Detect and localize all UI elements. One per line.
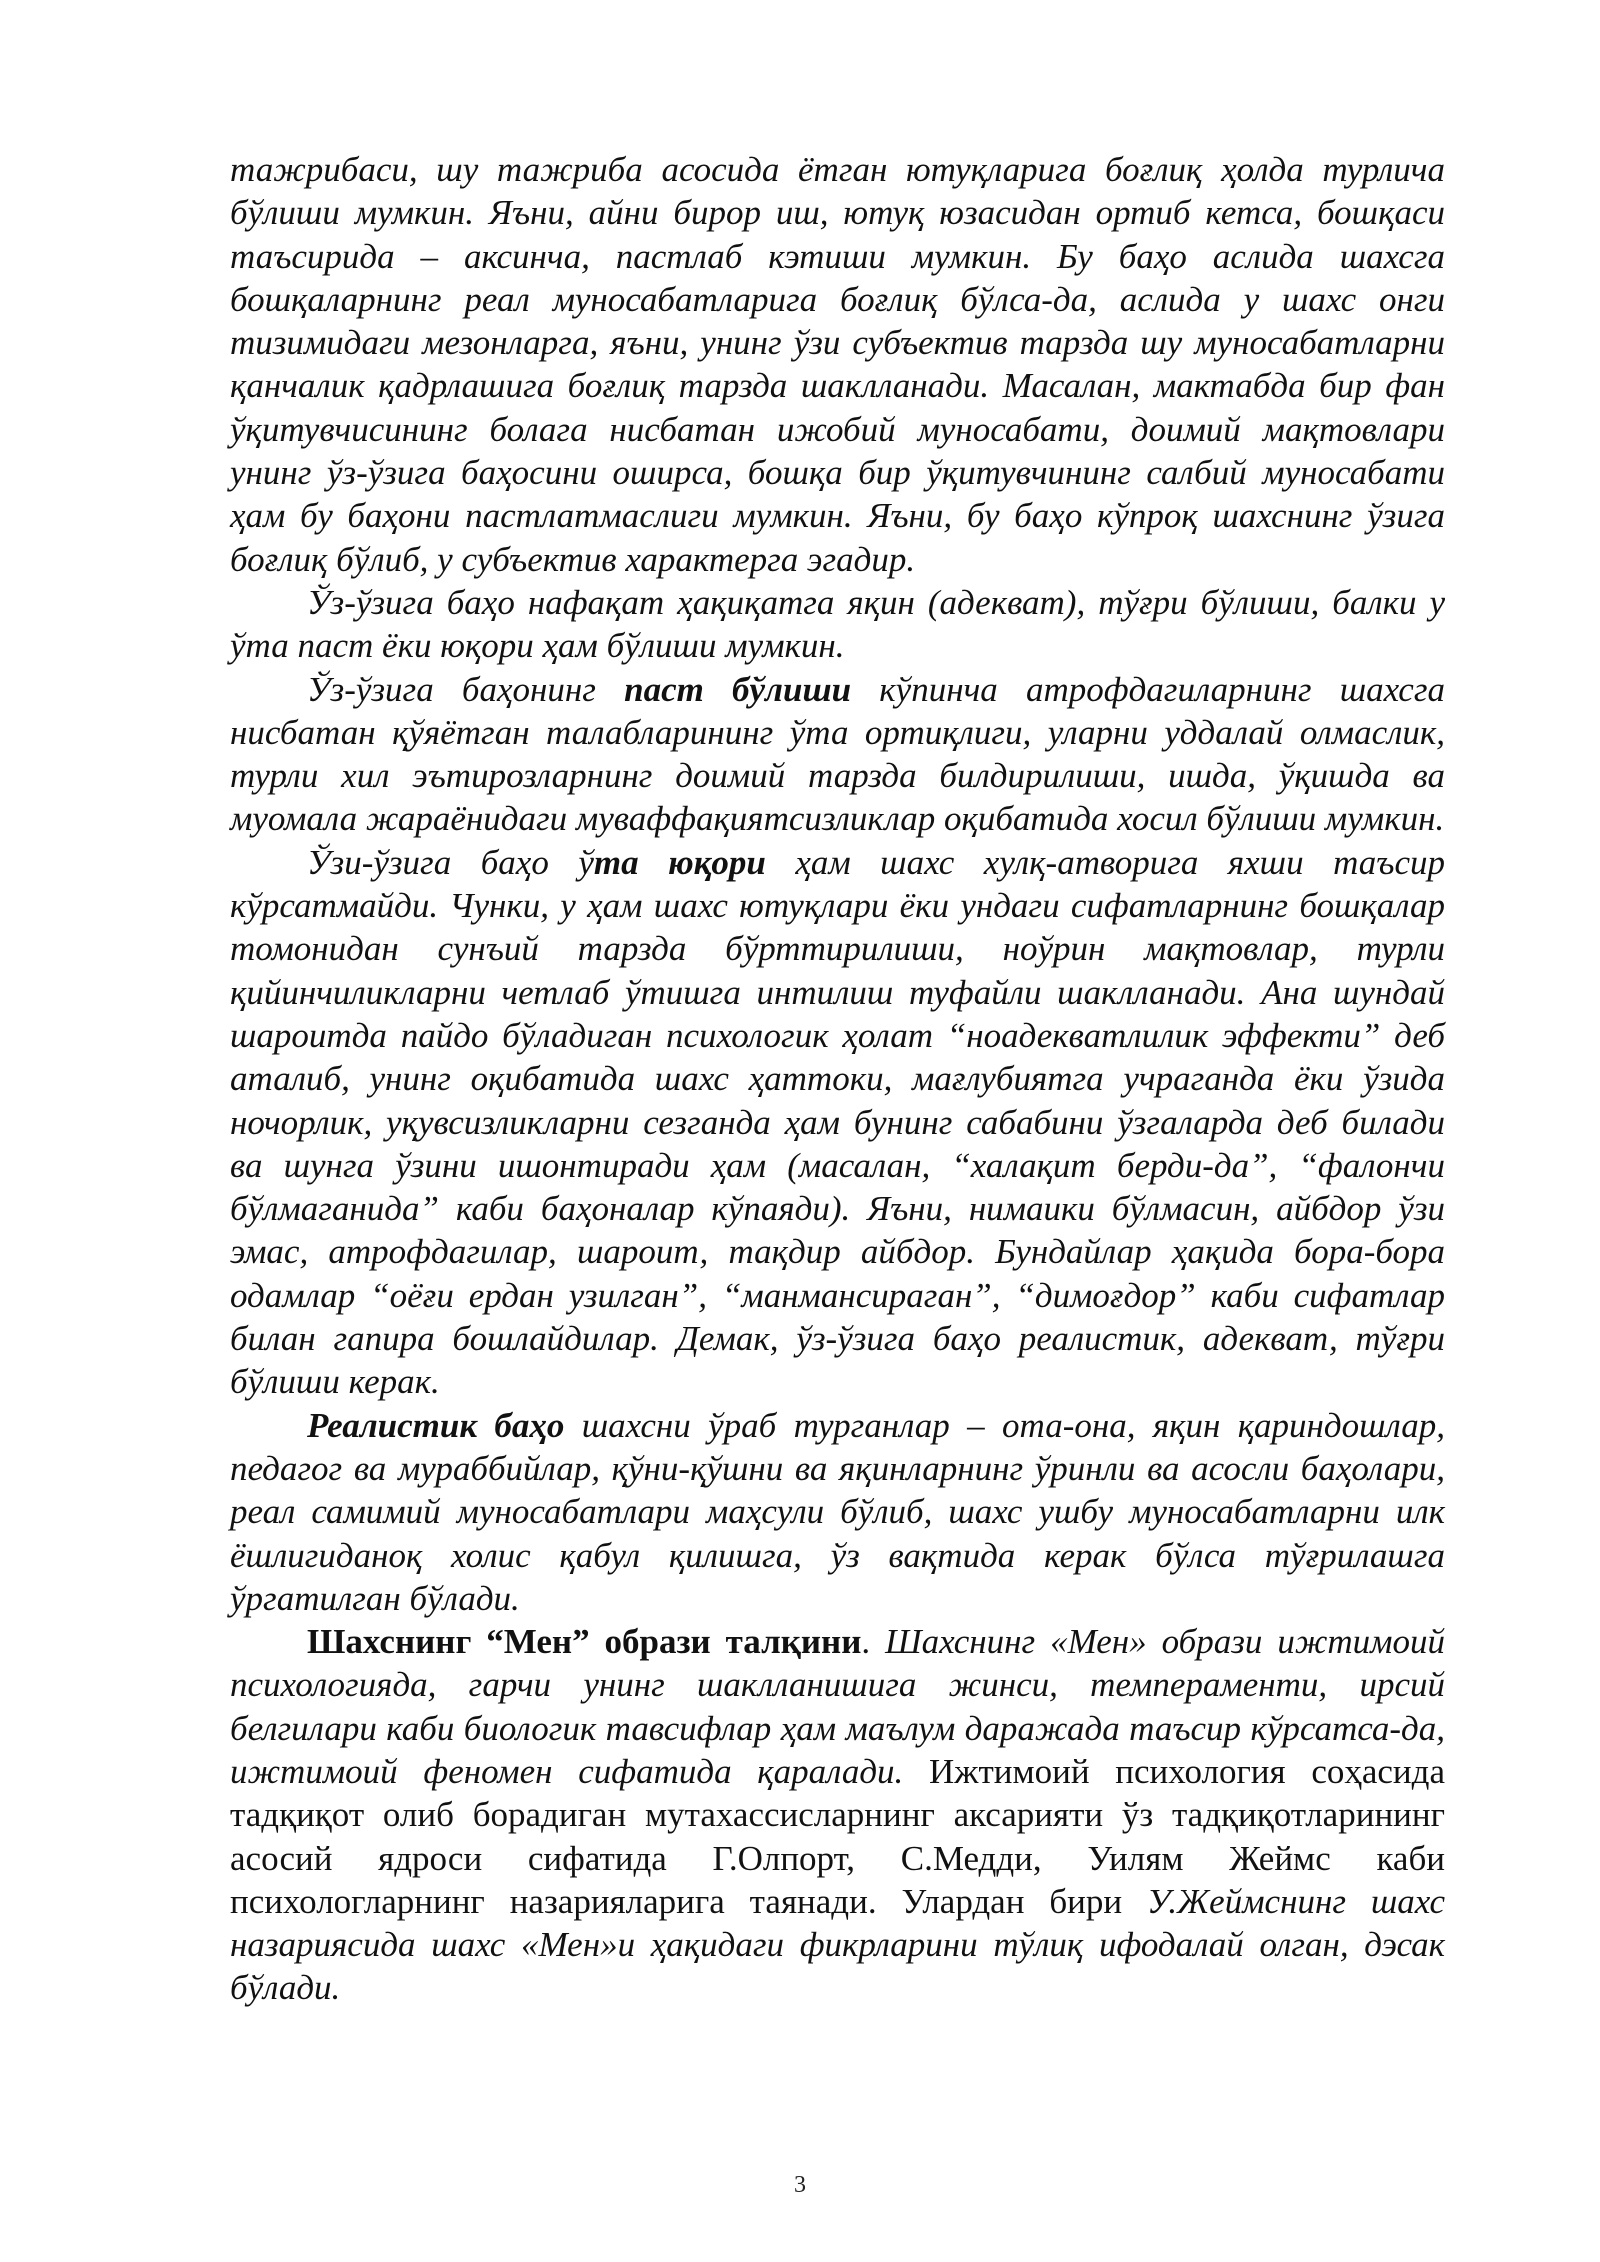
paragraph-1 <box>230 148 1445 581</box>
paragraph-text: Ижтимоий психология соҳасида тадқиқот олиб борадиган мутахассисларнинг аксарияти ўз тадқиқотларининг асосий ядроси сифатида Г.Олпорт, С.Медди, Уилям Жеймс каби психологларнинг назарияларига таянади. Улардан бири <box>230 1751 1446 1921</box>
page-number: 3 <box>794 2172 806 2198</box>
paragraph-text: Шахснинг «Мен» образи ижтимоий психологияда, гарчи унинг шаклланишига жинси, темпераменти, ирсий белгилари каби биологик тавсифлар ҳам маълум даражада таъсир кўрсатса-да, ижтимоий феномен сифатида қаралади. <box>230 1622 1446 1791</box>
paragraph-text: Ўз-ўзига баҳо нафақат ҳақиқатга яқин (адекват), тўғри бўлиши, балки у ўта паст ёки юқори ҳам бўлиши мумкин. <box>230 582 1445 666</box>
paragraph-text: ҳам шахс хулқ-атворига яхши таъсир кўрсатмайди. Чунки, у ҳам шахс ютуқлари ёки ундаги сифатларнинг бошқалар томонидан сунъий тарзда бўрттирилиши, ноўрин мақтовлар, турли қийинчиликларни четлаб ўтишга интилиш туфайли шаклланади. Ана шундай шароитда пайдо бўладиган психологик ҳолат “ноадекватлилик эффекти” деб аталиб, унинг оқибатида шахс ҳаттоки, мағлубиятга учраганда ёки ўзида ночорлик, уқувсизликларни сезганда ҳам бунинг сабабини ўзгаларда деб билади ва шунга ўзини ишонтиради ҳам (масалан, “халақит берди-да”, “фалончи бўлмаганида” каби баҳоналар кўпаяди). Яъни, нимаики бўлмасин, айбдор ўзи эмас, атрофдагилар, шароит, тақдир айбдор. Бундайлар ҳақида бора-бора одамлар “оёғи ердан узилган”, “манмансираган”, “димоғдор” каби сифатлар билан гапира бошлайдилар. Демак, ўз-ўзига баҳо реалистик, адекват, тўғри бўлиши керак. <box>230 842 1445 1402</box>
paragraph-text: . <box>861 1622 886 1662</box>
emphasis-term: та юқори <box>593 842 766 882</box>
paragraph-text: Ўз-ўзига баҳонинг <box>307 669 625 709</box>
section-heading: Шахснинг “Мен” образи талқини <box>307 1622 862 1662</box>
paragraph-text: шахсни ўраб турганлар – ота-она, яқин қариндошлар, педагог ва мураббийлар, қўни-қўшни ва яқинларнинг ўринли ва асосли баҳолари, реал самимий муносабатлари маҳсули бўлиб, шахс ушбу муносабатларни илк ёшлигиданоқ холис қабул қилишга, ўз вақтида керак бўлса тўғрилашга ўргатилган бўлади. <box>230 1405 1445 1618</box>
paragraph-text: тажрибаси, шу тажриба асосида ётган ютуқларига боғлиқ ҳолда турлича бўлиши мумкин. Яъни, айни бирор иш, ютуқ юзасидан ортиб кетса, бошқаси таъсирида – аксинча, пастлаб кэтиши мумкин. Бу баҳо аслида шахсга бошқаларнинг реал муносабатларига боғлиқ бўлса-да, аслида у шахс онги тизимидаги мезонларга, яъни, унинг ўзи субъектив тарзда шу муносабатларни қанчалик қадрлашига боғлиқ тарзда шаклланади. Масалан, мактабда бир фан ўқитувчисининг болага нисбатан ижобий муносабати, доимий мақтовлари унинг ўз-ўзига баҳосини оширса, бошқа бир ўқитувчининг салбий муносабати ҳам бу баҳони пастлатмаслиги мумкин. Яъни, бу баҳо кўпроқ шахснинг ўзига боғлиқ бўлиб, у субъектив характерга эгадир. <box>230 150 1445 579</box>
paragraph-6 <box>230 1620 1445 2010</box>
paragraph-2 <box>230 581 1445 668</box>
paragraph-3 <box>230 668 1445 841</box>
paragraph-5 <box>230 1404 1445 1620</box>
emphasis-term: паст бўлиши <box>624 669 852 709</box>
document-body <box>230 148 1445 2010</box>
paragraph-4 <box>230 841 1445 1404</box>
emphasis-term: Реалистик баҳо <box>307 1405 565 1445</box>
paragraph-text: Ўзи-ўзига баҳо ў <box>307 842 594 882</box>
paragraph-text: У.Жеймснинг шахс назариясида шахс «Мен»и ҳақидаги фикрларини тўлиқ ифодалай олган, дэсак бўлади. <box>230 1881 1445 2008</box>
paragraph-text: кўпинча атрофдагиларнинг шахсга нисбатан қўяётган талабларининг ўта ортиқлиги, уларни уддалай олмаслик, турли хил эътирозларнинг доимий тарзда билдирилиши, ишда, ўқишда ва муомала жараёнидаги муваффақиятсизликлар оқибатида хосил бўлиши мумкин. <box>230 669 1445 839</box>
